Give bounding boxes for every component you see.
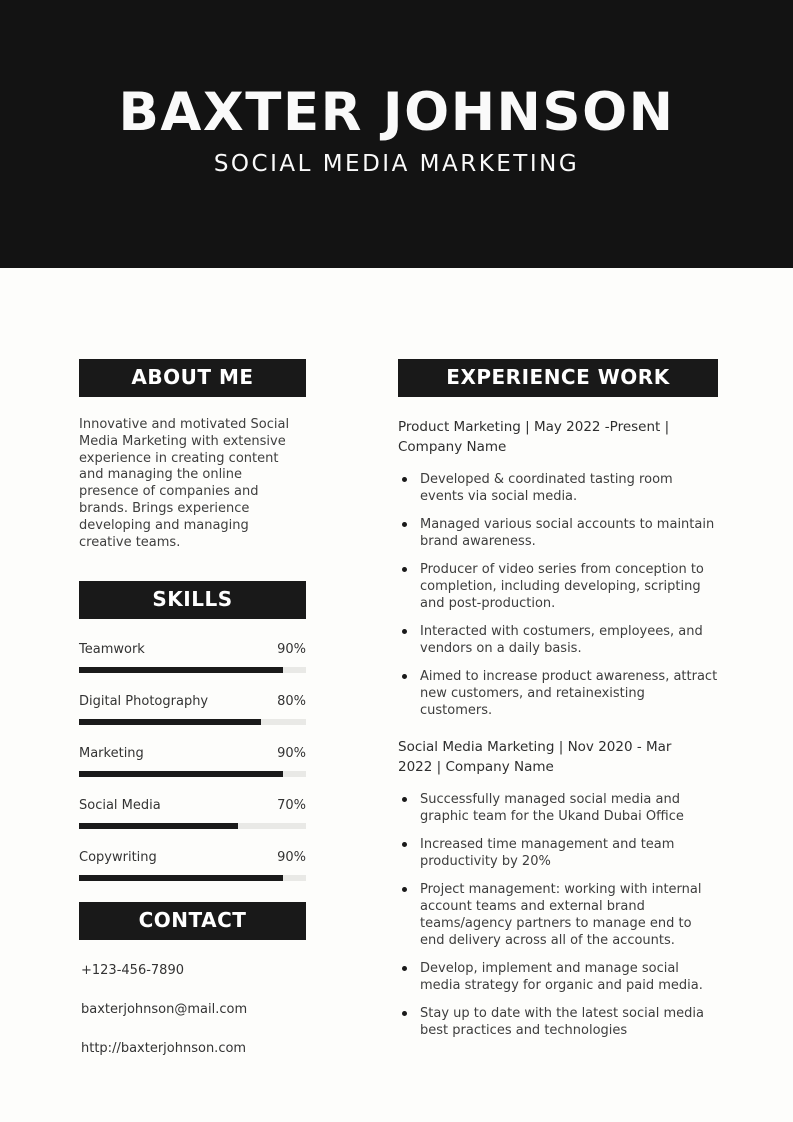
skill-label-row [79, 642, 306, 657]
about-text: Innovative and motivated Social Media Marketing with extensive experience in creating content and managing the online presence of companies and brands. Brings experience developing and managing creative teams. [79, 417, 290, 550]
skill-row-teamwork [79, 642, 306, 673]
skill-bar-fill [79, 719, 261, 725]
skill-bar-fill [79, 771, 283, 777]
skill-row-copywriting [79, 850, 306, 881]
skill-label-row [79, 746, 306, 761]
skill-bar-track [79, 719, 306, 725]
skill-percent: 80% [277, 694, 306, 710]
person-name: BAXTER JOHNSON [118, 82, 675, 143]
job-bullet: Successfully managed social media and graphic team for the Ukand Dubai Office [398, 791, 718, 825]
job-bullet: Aimed to increase product awareness, attract new customers, and retainexisting customers. [398, 668, 718, 719]
contact-website: http://baxterjohnson.com [81, 1041, 247, 1057]
experience-section-header: EXPERIENCE WORK [398, 359, 718, 397]
skill-bar-track [79, 667, 306, 673]
job-bullet-list [398, 791, 718, 1039]
job-bullet: Managed various social accounts to maintain brand awareness. [398, 516, 718, 550]
skill-percent: 90% [277, 642, 306, 658]
about-section-header: ABOUT ME [79, 359, 306, 397]
contact-email: baxterjohnson@mail.com [81, 1002, 248, 1018]
job-social-media-marketing [398, 737, 718, 1039]
skill-row-digital-photography [79, 694, 306, 725]
skill-label-row [79, 850, 306, 865]
skill-bar-fill [79, 875, 283, 881]
job-title: Product Marketing | May 2022 -Present | Company Name [398, 419, 670, 455]
skill-bar-track [79, 875, 306, 881]
skill-label: Digital Photography [79, 694, 209, 710]
contact-list [79, 940, 306, 1056]
skills-list [79, 642, 306, 881]
person-title: SOCIAL MEDIA MARKETING [213, 151, 580, 177]
job-product-marketing [398, 417, 718, 719]
skills-section-header: SKILLS [79, 581, 306, 619]
contact-section-header: CONTACT [79, 902, 306, 940]
left-column [79, 359, 306, 1080]
job-bullet: Producer of video series from conception to completion, including developing, scripting and post-production. [398, 561, 718, 612]
skill-percent: 90% [277, 850, 306, 866]
skill-label: Teamwork [79, 642, 145, 658]
skill-row-marketing [79, 746, 306, 777]
skill-bar-track [79, 771, 306, 777]
skill-label: Copywriting [79, 850, 157, 866]
job-bullet: Increased time management and team productivity by 20% [398, 836, 718, 870]
header-banner [0, 0, 793, 268]
job-bullet: Stay up to date with the latest social media best practices and technologies [398, 1005, 718, 1039]
skill-label: Social Media [79, 798, 161, 814]
skill-percent: 70% [277, 798, 306, 814]
job-bullet: Develop, implement and manage social media strategy for organic and paid media. [398, 960, 718, 994]
job-bullet: Project management: working with internal account teams and external brand teams/agency partners to manage end to end delivery across all of the accounts. [398, 881, 718, 949]
skill-percent: 90% [277, 746, 306, 762]
skill-bar-fill [79, 667, 283, 673]
contact-phone: +123-456-7890 [81, 963, 184, 979]
job-bullet: Developed & coordinated tasting room events via social media. [398, 471, 718, 505]
skill-row-social-media [79, 798, 306, 829]
job-title: Social Media Marketing | Nov 2020 - Mar 2022 | Company Name [398, 739, 672, 775]
skill-bar-track [79, 823, 306, 829]
job-bullet-list [398, 471, 718, 719]
job-bullet: Interacted with costumers, employees, and vendors on a daily basis. [398, 623, 718, 657]
right-column [398, 359, 718, 1051]
skill-label-row [79, 798, 306, 813]
skill-bar-fill [79, 823, 238, 829]
skill-label: Marketing [79, 746, 144, 762]
skill-label-row [79, 694, 306, 709]
